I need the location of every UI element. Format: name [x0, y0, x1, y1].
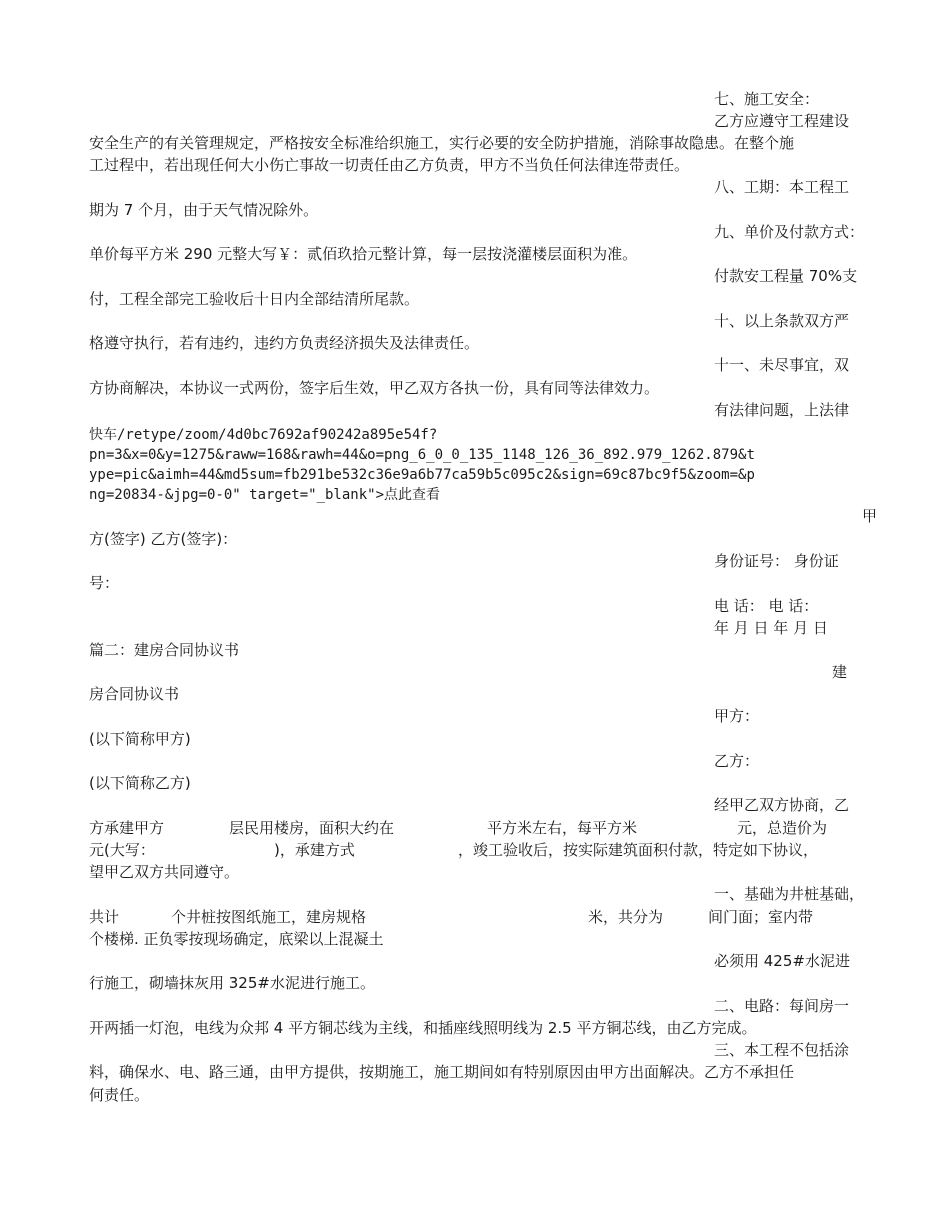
phone-line: 电 话： 电 话： — [714, 597, 819, 615]
link-text: ype=pic&aimh=44&md5sum=fb291be532c36e9a6b77ca59b5c095c2&sign=69c87bc9f5&zoom=&p — [89, 467, 755, 483]
agreement-text: )，承建方式 — [274, 841, 355, 859]
clause-1: 个井桩按图纸施工，建房规格 — [171, 908, 367, 926]
link-text: 快车/retype/zoom/4d0bc7692af90242a895e54f? — [89, 427, 438, 443]
section-10-text: 格遵守执行，若有违约，违约方负责经济损失及法律责任。 — [89, 334, 480, 352]
section-8-text: 期为 7 个月，由于天气情况除外。 — [89, 201, 319, 219]
section-7-text: 工过程中，若出现任何大小伤亡事故一切责任由乙方负责，甲方不当负任何法律连带责任。 — [89, 156, 690, 174]
section-11-text: 方协商解决，本协议一式两份，签字后生效，甲乙双方各执一份，具有同等法律效力。 — [89, 379, 660, 397]
section-9-text: 单价每平方米 290 元整大写￥：贰佰玖拾元整计算，每一层按浇灌楼层面积为准。 — [89, 245, 638, 263]
party-a-label: 甲方： — [714, 707, 760, 725]
clause-1: 行施工，砌墙抹灰用 325#水泥进行施工。 — [89, 974, 375, 992]
clause-1: 个楼梯. 正负零按现场确定，底梁以上混凝土 — [89, 930, 384, 948]
party-b-abbr: (以下简称乙方) — [89, 774, 191, 792]
legal-line: 有法律问题，上法律 — [714, 401, 850, 419]
agreement-text: ，竣工验收后，按实际建筑面积付款，特定如下协议， — [458, 841, 819, 859]
section-7-text: 乙方应遵守工程建设 — [714, 112, 850, 130]
clause-1: 共计 — [89, 908, 120, 926]
clause-3: 何责任。 — [89, 1086, 150, 1104]
clause-3: 三、本工程不包括涂 — [714, 1041, 850, 1059]
agreement-text: 望甲乙双方共同遵守。 — [89, 863, 240, 881]
section-7-heading: 七、施工安全： — [714, 90, 820, 108]
party-a-abbr: (以下简称甲方) — [89, 730, 191, 748]
section-8-heading: 八、工期：本工程工 — [714, 178, 850, 196]
link-text: pn=3&x=0&y=1275&raww=168&rawh=44&o=png_6_0_0_135_1148_126_36_892.979_1262.879&t — [89, 447, 755, 463]
contract-title: 房合同协议书 — [89, 685, 180, 703]
agreement-text: 方承建甲方 — [89, 819, 165, 837]
party-b-label: 乙方： — [714, 752, 760, 770]
clause-2: 二、电路：每间房一 — [714, 997, 850, 1015]
agreement-text: 层民用楼房，面积大约在 — [229, 819, 395, 837]
clause-3: 料，确保水、电、路三通，由甲方提供，按期施工，施工期间如有特别原因由甲方出面解决。乙方不承担任 — [89, 1063, 795, 1081]
section-11-heading: 十一、未尽事宜，双 — [714, 356, 850, 374]
section-10-heading: 十、以上条款双方严 — [714, 312, 850, 330]
clause-1: 米，共分为 — [588, 908, 664, 926]
link-text: ng=20834-&jpg=0-0" target="_blank">点此查看 — [89, 487, 441, 503]
section-7-text: 安全生产的有关管理规定，严格按安全标准给织施工，实行必要的安全防护措施，消除事故隐患。在整个施 — [89, 134, 795, 152]
clause-2: 开两插一灯泡，电线为众邦 4 平方铜芯线为主线，和插座线照明线为 2.5 平方铜芯线，由乙方完成。 — [89, 1019, 757, 1037]
section-9-text: 付款安工程量 70%支 — [714, 267, 858, 285]
id-number-line: 身份证号： 身份证 — [714, 552, 839, 570]
part-two-title: 篇二：建房合同协议书 — [89, 641, 240, 659]
clause-1: 一、基础为井桩基础， — [714, 885, 865, 903]
agreement-text: 平方米左右，每平方米 — [487, 819, 638, 837]
section-9-text: 付，工程全部完工验收后十日内全部结清所尾款。 — [89, 290, 420, 308]
clause-1: 间门面；室内带 — [708, 908, 814, 926]
id-number-line: 号： — [89, 574, 120, 592]
agreement-text: 经甲乙双方协商，乙 — [714, 796, 850, 814]
date-line: 年 月 日 年 月 日 — [714, 619, 828, 637]
agreement-text: 元(大写： — [89, 841, 155, 859]
section-9-heading: 九、单价及付款方式： — [714, 223, 865, 241]
agreement-text: 元，总造价为 — [737, 819, 828, 837]
signature-label: 甲 — [862, 507, 878, 525]
contract-title: 建 — [832, 663, 848, 681]
clause-1: 必须用 425#水泥进 — [714, 952, 850, 970]
signature-line: 方(签字) 乙方(签字)： — [89, 530, 238, 548]
